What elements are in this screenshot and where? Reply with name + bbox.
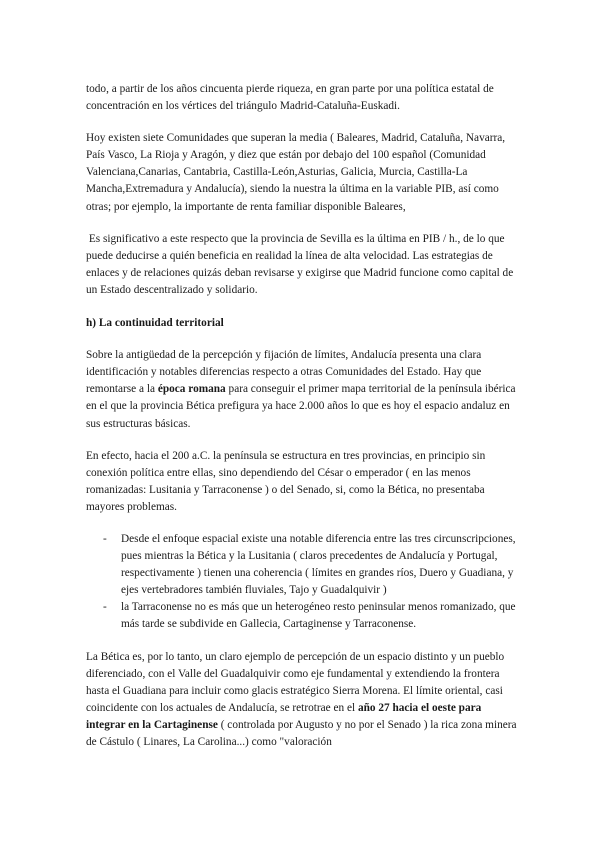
list-item bbox=[86, 531, 518, 599]
paragraph-6-text-end: ( controlada por Augusto y no por el Senado ) la rica zona minera de Cástulo ( Linares, La Carolina...) como "valoración bbox=[86, 718, 517, 748]
document-page bbox=[86, 81, 518, 766]
section-heading: h) La continuidad territorial bbox=[86, 317, 224, 330]
paragraph-1: todo, a partir de los años cincuenta pierde riqueza, en gran parte por una política estatal de concentración en los vértices del triángulo Madrid-Cataluña-Euskadi. bbox=[86, 83, 494, 113]
list-item-text: la Tarraconense no es más que un heterogéneo resto peninsular menos romanizado, que más tarde se subdivide en Gallecia, Cartaginense y Tarraconense. bbox=[121, 601, 516, 631]
list-item bbox=[86, 599, 518, 633]
paragraph-6-bold: año 27 hacia el oeste para integrar en la Cartaginense bbox=[86, 701, 482, 731]
bullet-list bbox=[86, 531, 518, 634]
paragraph-5: En efecto, hacia el 200 a.C. la península se estructura en tres provincias, en principio sin conexión política entre ellas, sino dependiendo del César o emperador ( en las menos romanizadas: Lusitania y Tarraconense ) o del Senado, si, como la Bética, no presentaba mayores problemas. bbox=[86, 449, 486, 513]
bullet-marker: - bbox=[103, 601, 107, 614]
bullet-marker: - bbox=[103, 532, 107, 545]
paragraph-4-text-start: Sobre la antigüedad de la percepción y fijación de límites, Andalucía presenta una clara identificación y notables diferencias respecto a otras Comunidades del Estado. Hay que remontarse a la bbox=[86, 349, 482, 396]
paragraph-4-text-end: para conseguir el primer mapa territorial de la península ibérica en el que la provincia Bética prefigura ya hace 2.000 años lo que es hoy el espacio andaluz en sus estructuras básicas. bbox=[86, 383, 516, 430]
paragraph-3: Es significativo a este respecto que la provincia de Sevilla es la última en PIB / h., de lo que puede deducirse a quién beneficia en realidad la línea de alta velocidad. Las estrategias de enlaces y de relaciones quizás deban revisarse y exigirse que Madrid funcione como capital de un Estado descentralizado y solidario. bbox=[86, 232, 517, 296]
paragraph-6 bbox=[86, 649, 518, 752]
paragraph-2: Hoy existen siete Comunidades que superan la media ( Baleares, Madrid, Cataluña, Navarra, País Vasco, La Rioja y Aragón, y diez que están por debajo del 100 español (Comunidad Valenciana,Canarias, Cantabria, Castilla-León,Asturias, Galicia, Murcia, Castilla-La Mancha,Extremadura y Andalucía), siendo la nuestra la última en la variable PIB, así como otras; por ejemplo, la importante de renta familiar disponible Baleares, bbox=[86, 132, 506, 213]
list-item-text: Desde el enfoque espacial existe una notable diferencia entre las tres circunscripciones, pues mientras la Bética y la Lusitania ( claros precedentes de Andalucía y Portugal, respectivamente ) tienen una coherencia ( límites en grandes ríos, Duero y Guadiana, y ejes vertebradores también fluviales, Tajo y Guadalquivir ) bbox=[121, 532, 516, 597]
paragraph-6-text-start: La Bética es, por lo tanto, un claro ejemplo de percepción de un espacio distinto y un pueblo diferenciado, con el Valle del Guadalquivir como eje fundamental y extendiendo la frontera hasta el Guadiana para incluir como glacis estratégico Sierra Morena. El límite oriental, casi coincidente con los actuales de Andalucía, se retrotrae en el bbox=[86, 650, 505, 714]
paragraph-4 bbox=[86, 347, 518, 432]
paragraph-4-bold: época romana bbox=[157, 383, 226, 396]
